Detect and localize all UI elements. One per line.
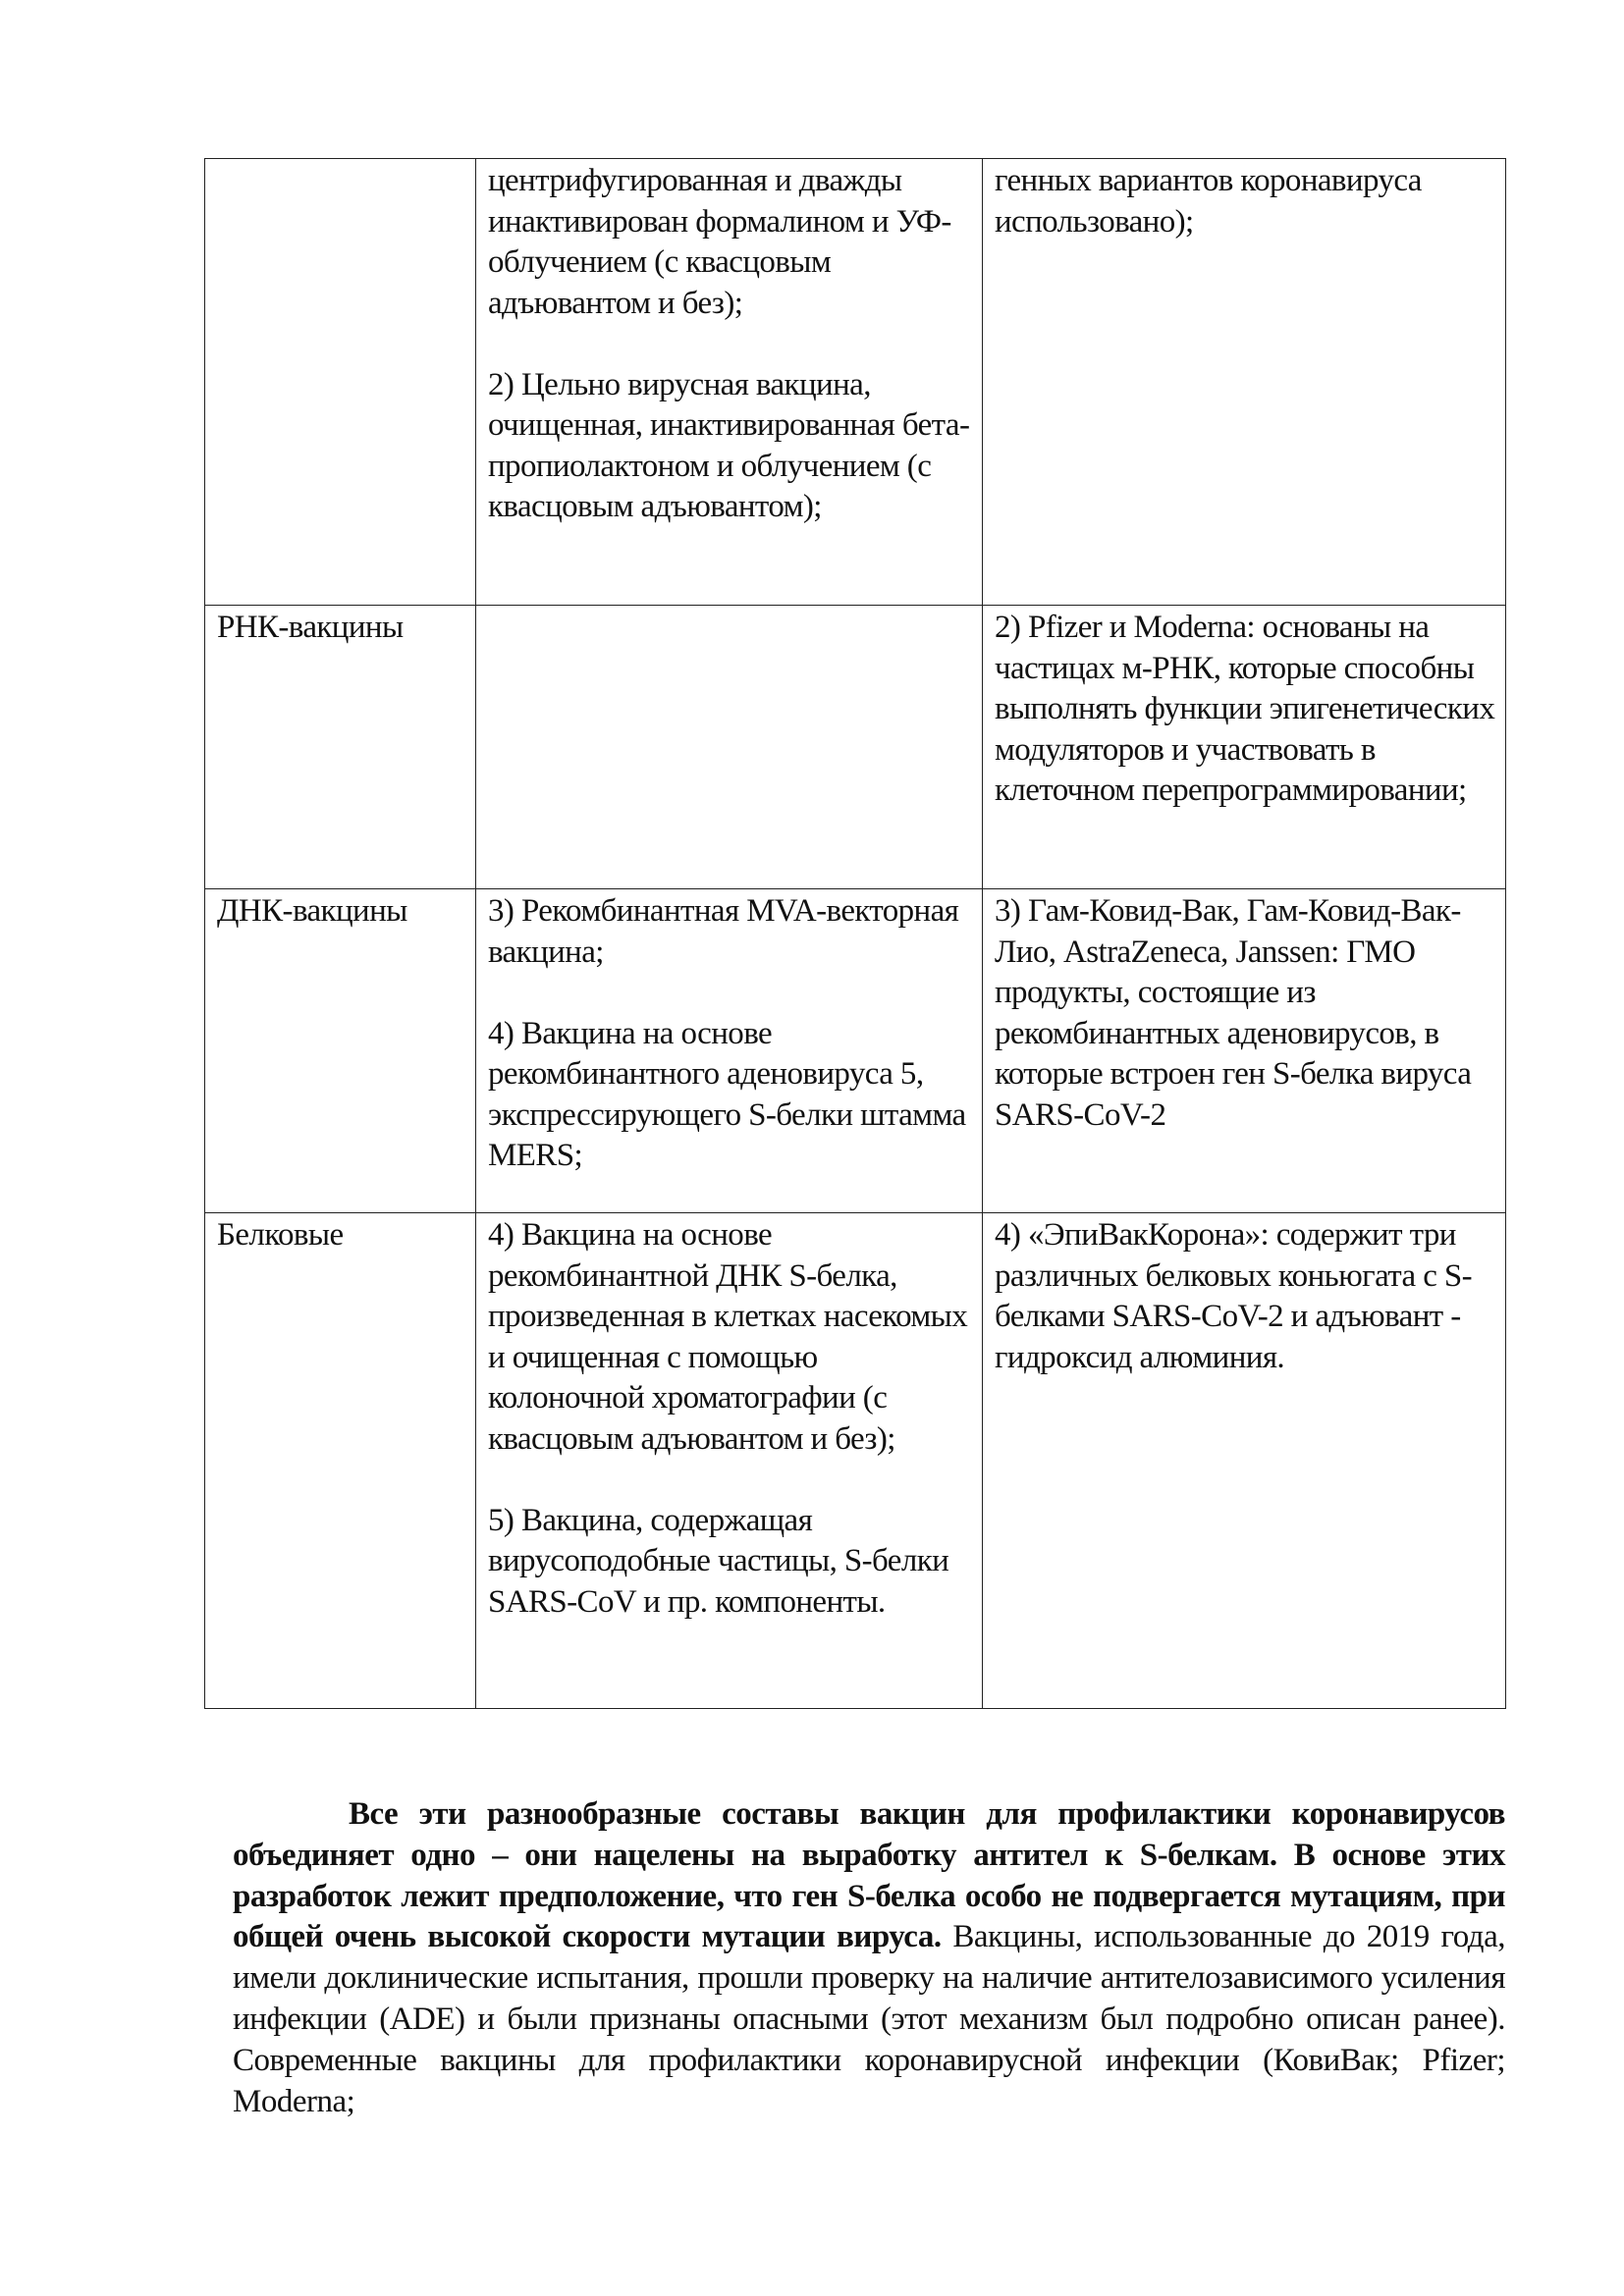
cell-item: 3) Рекомбинантная MVA-векторная вакцина;: [488, 893, 959, 970]
cell-item: 3) Гам-Ковид-Вак, Гам-Ковид-Вак-Лио, AstraZeneca, Janssen: ГМО продукты, состоящие из рекомбинантных аденовирусов, в которые встроен ген S-белка вируса SARS-CoV-2: [995, 893, 1472, 1133]
composition-cell: [476, 606, 983, 889]
category-cell: Белковые: [205, 1213, 476, 1709]
bold-summary-text: Все эти разнообразные составы вакцин для профилактики коронавирусов объединяет одно – они нацелены на выработку антител к S-белкам. В основе этих разработок лежит предположение, что ген S-белка особо не подвергается мутациям, при общей очень высокой скорости мутации вируса.: [233, 1796, 1505, 1955]
cell-item: 5) Вакцина, содержащая вирусоподобные частицы, S-белки SARS-CoV и пр. компоненты.: [488, 1502, 949, 1620]
products-cell: [983, 1213, 1506, 1709]
composition-cell: [476, 889, 983, 1213]
cell-item: 2) Pfizer и Moderna: основаны на частицах м-РНК, которые способны выполнять функции эпигенетических модуляторов и участвовать в клеточном перепрограммировании;: [995, 610, 1495, 808]
cell-item: центрифугированная и дважды инактивирован формалином и УФ-облучением (с квасцовым адъювантом и без);: [488, 163, 951, 321]
table-row: [205, 1213, 1506, 1709]
composition-cell: [476, 159, 983, 606]
composition-cell: [476, 1213, 983, 1709]
cell-item: генных вариантов коронавируса использовано);: [995, 163, 1422, 240]
products-cell: [983, 606, 1506, 889]
cell-item: 4) Вакцина на основе рекомбинантного аденовируса 5, экспрессирующего S-белки штамма MERS;: [488, 1015, 966, 1173]
regular-text: Вакцины, использованные до 2019 года, имели доклинические испытания, прошли проверку на наличие антителозависимого усиления инфекции (ADE) и были признаны опасными (этот механизм был подробно описан ранее). Современные вакцины для профилактики коронавирусной инфекции (КовиВак; Pfizer; Moderna;: [233, 1919, 1505, 2119]
products-cell: [983, 159, 1506, 606]
body-paragraph: [233, 1794, 1505, 2122]
products-cell: [983, 889, 1506, 1213]
category-cell: РНК-вакцины: [205, 606, 476, 889]
cell-item: 4) «ЭпиВакКорона»: содержит три различных белковых коньюгата с S-белками SARS-CoV-2 и адъювант - гидроксид алюминия.: [995, 1217, 1473, 1375]
category-cell: [205, 159, 476, 606]
cell-item: 4) Вакцина на основе рекомбинантной ДНК S-белка, произведенная в клетках насекомых и очищенная с помощью колоночной хроматографии (с квасцовым адъювантом и без);: [488, 1217, 968, 1457]
table-row: [205, 159, 1506, 606]
table-row: [205, 606, 1506, 889]
table-row: [205, 889, 1506, 1213]
cell-item: 2) Цельно вирусная вакцина, очищенная, инактивированная бета-пропиолактоном и облучением (с квасцовым адъювантом);: [488, 366, 970, 524]
category-cell: ДНК-вакцины: [205, 889, 476, 1213]
vaccine-table: [204, 158, 1506, 1709]
